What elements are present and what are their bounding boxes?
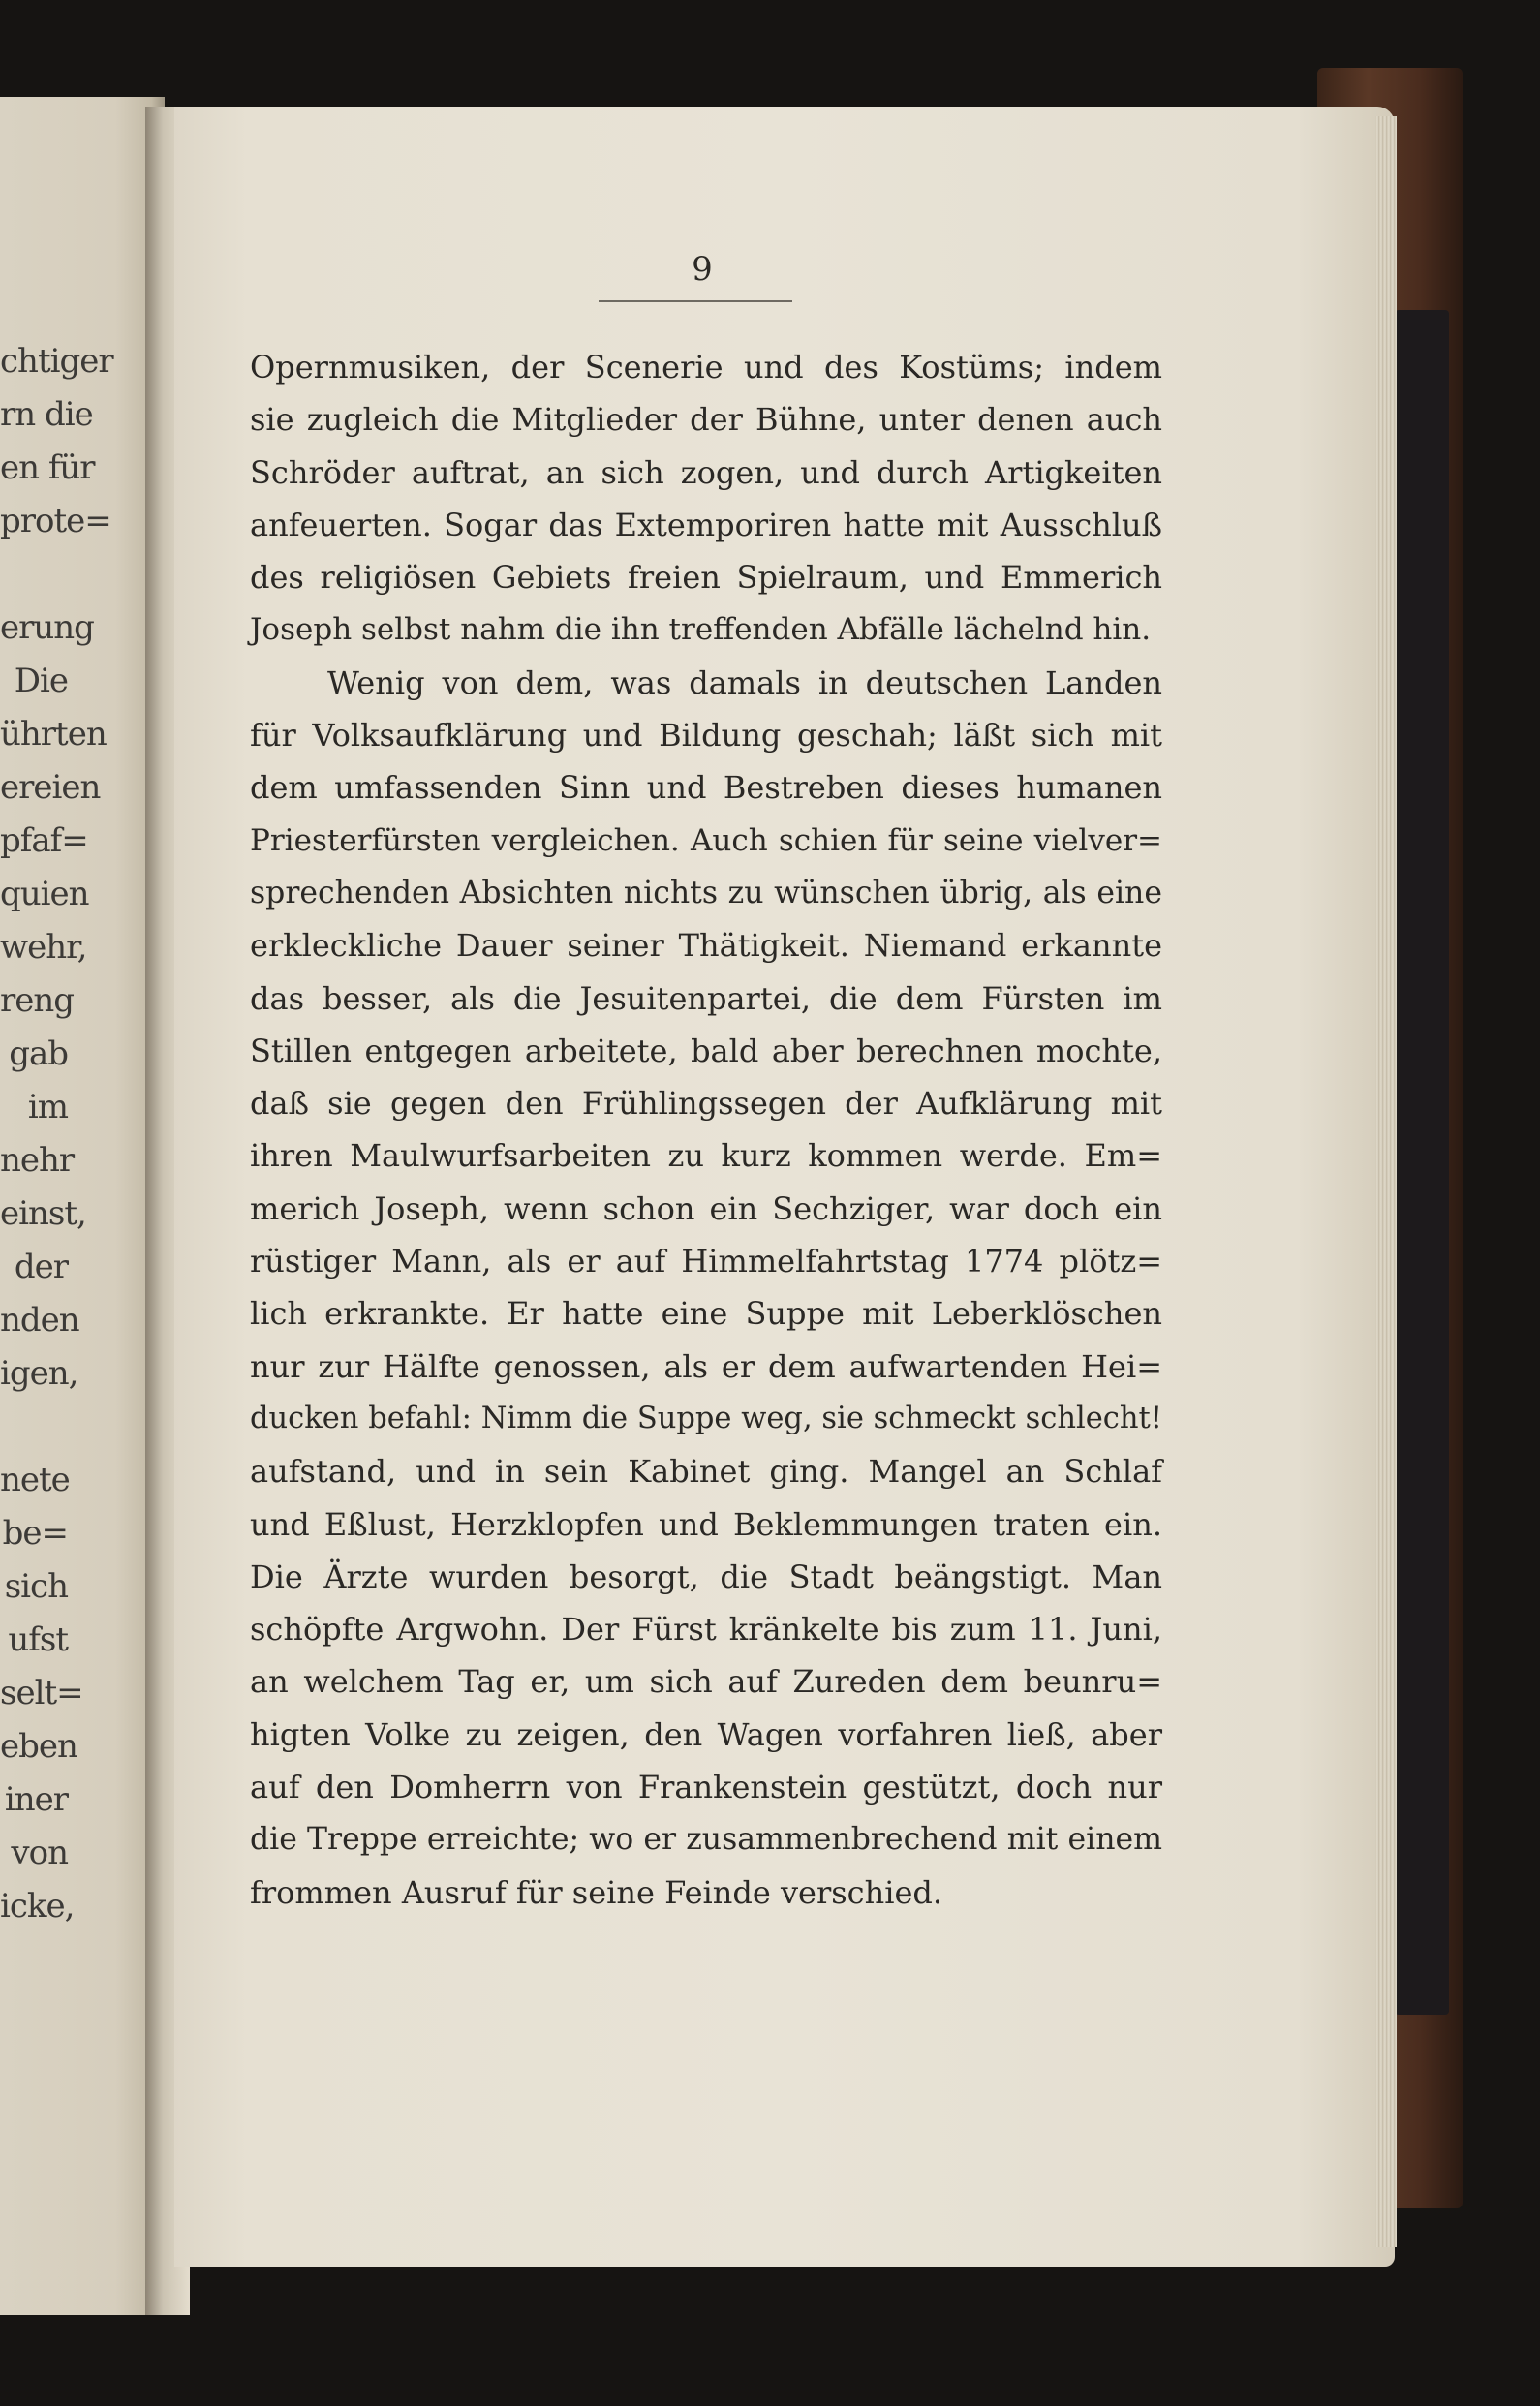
previous-page-fragment: prote= <box>0 502 111 540</box>
previous-page-fragment: ührten <box>0 715 107 754</box>
previous-page-fragment: igen, <box>0 1354 78 1393</box>
text-line: schöpfte Argwohn. Der Fürst kränkelte bis zum 11. Juni, <box>250 1611 1162 1649</box>
text-line: des religiösen Gebiets freien Spielraum, und Emmerich <box>250 559 1162 597</box>
previous-page-fragment: gab <box>9 1034 68 1073</box>
text-line: an welchem Tag er, um sich auf Zureden dem beunru= <box>250 1663 1162 1701</box>
previous-page-fragment: erung <box>0 608 94 647</box>
previous-page-fragment: selt= <box>0 1674 83 1712</box>
previous-page-fragment: sich <box>4 1567 68 1606</box>
previous-page-fragment: pfaf= <box>0 821 88 860</box>
previous-page-fragment: icke, <box>0 1887 75 1926</box>
text-line: aufstand, und in sein Kabinet ging. Mangel an Schlaf <box>250 1453 1162 1491</box>
text-line: Wenig von dem, was damals in deutschen Landen <box>327 663 1162 701</box>
previous-page-fragment: ufst <box>8 1620 68 1659</box>
text-line: und Eßlust, Herzklopfen und Beklemmungen traten ein. <box>250 1505 1162 1543</box>
page-number: 9 <box>692 250 713 289</box>
text-line: rüstiger Mann, als er auf Himmelfahrtstag 1774 plötz= <box>250 1243 1162 1280</box>
text-line: sie zugleich die Mitglieder der Bühne, unter denen auch <box>250 401 1162 439</box>
previous-page-fragment: nden <box>0 1301 79 1340</box>
previous-page-fragment: einst, <box>0 1194 86 1233</box>
previous-page-fragment: der <box>14 1248 68 1286</box>
text-line: lich erkrankte. Er hatte eine Suppe mit Leberklöschen <box>250 1295 1162 1333</box>
previous-page-fragment: nehr <box>0 1141 75 1180</box>
previous-page-fragment: chtiger <box>0 342 113 381</box>
previous-page-fragment: be= <box>2 1514 68 1553</box>
page-edges <box>1375 116 1397 2247</box>
text-line: Die Ärzte wurden besorgt, die Stadt beängstigt. Man <box>250 1558 1162 1595</box>
text-line: erkleckliche Dauer seiner Thätigkeit. Niemand erkannte <box>250 927 1162 965</box>
previous-page-fragment: rn die <box>0 395 93 434</box>
text-line: dem umfassenden Sinn und Bestreben dieses humanen <box>250 769 1162 807</box>
text-line: sprechenden Absichten nichts zu wünschen übrig, als eine <box>250 875 1162 910</box>
text-line: higten Volke zu zeigen, den Wagen vorfahren ließ, aber <box>250 1715 1162 1753</box>
previous-page-fragment: ereien <box>0 768 101 807</box>
text-line: Stillen entgegen arbeitete, bald aber berechnen mochte, <box>250 1032 1162 1069</box>
previous-page-fragment: iner <box>4 1780 68 1819</box>
text-line: das besser, als die Jesuitenpartei, die dem Fürsten im <box>250 979 1162 1017</box>
text-line: Priesterfürsten vergleichen. Auch schien für seine vielver= <box>250 822 1162 858</box>
text-line: auf den Domherrn von Frankenstein gestützt, doch nur <box>250 1769 1162 1806</box>
previous-page-fragment: von <box>11 1834 68 1872</box>
book-cover-inner-edge <box>1395 310 1449 2015</box>
text-line: ihren Maulwurfsarbeiten zu kurz kommen werde. Em= <box>250 1137 1162 1175</box>
text-line: frommen Ausruf für seine Feinde verschied. <box>250 1873 943 1911</box>
previous-page-fragment: im <box>27 1088 68 1126</box>
text-line: nur zur Hälfte genossen, als er dem aufwartenden Hei= <box>250 1347 1162 1385</box>
previous-page-fragment: nete <box>0 1461 70 1499</box>
text-line: anfeuerten. Sogar das Extemporiren hatte mit Ausschluß <box>250 506 1162 543</box>
text-line: Schröder auftrat, an sich zogen, und durch Artigkeiten <box>250 453 1162 491</box>
previous-page-fragment: quien <box>0 875 89 913</box>
previous-page-fragment: reng <box>0 981 75 1020</box>
text-line: daß sie gegen den Frühlingssegen der Aufklärung mit <box>250 1085 1162 1123</box>
text-line: für Volksaufklärung und Bildung geschah; läßt sich mit <box>250 717 1162 755</box>
text-line: Opernmusiken, der Scenerie und des Kostüms; indem <box>250 349 1162 386</box>
text-line: merich Joseph, wenn schon ein Sechziger, war doch ein <box>250 1189 1162 1227</box>
previous-page-fragment: wehr, <box>0 928 87 967</box>
previous-page-fragment: Die <box>14 662 68 700</box>
text-line: Joseph selbst nahm die ihn treffenden Abfälle lächelnd hin. <box>250 612 1152 648</box>
text-line: ducken befahl: Nimm die Suppe weg, sie schmeckt schlecht! <box>250 1401 1162 1435</box>
previous-page <box>0 97 165 2315</box>
previous-page-fragment: eben <box>0 1727 77 1766</box>
previous-page-fragment: en für <box>0 448 95 487</box>
text-line: die Treppe erreichte; wo er zusammenbrechend mit einem <box>250 1822 1162 1858</box>
header-rule <box>599 300 792 302</box>
body-text <box>250 341 1162 1919</box>
